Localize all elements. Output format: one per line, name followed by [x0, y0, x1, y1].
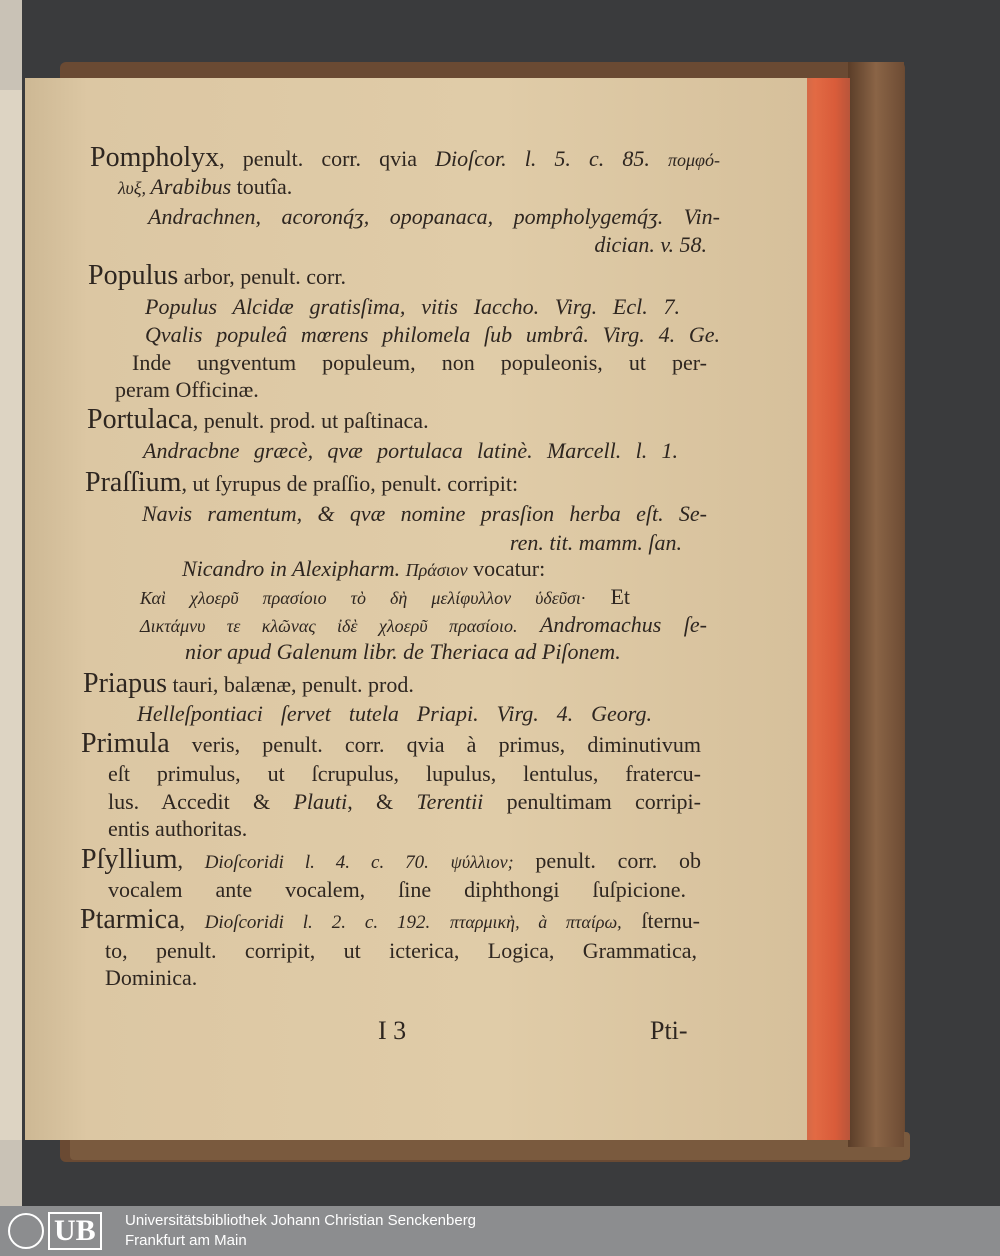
text-line: Inde ungventum populeum, non populeonis, ut per- — [132, 350, 707, 375]
quotation-line — [142, 503, 707, 525]
text-line: to, penult. corripit, ut icterica, Logica, Grammatica, — [105, 938, 697, 963]
text: , penult. corr. qvia — [219, 146, 436, 171]
library-footer — [0, 1206, 1000, 1256]
text: tauri, balænæ, penult. prod. — [167, 672, 414, 697]
greek-verse-line — [140, 614, 707, 636]
adjacent-page — [0, 90, 22, 1140]
text: Arabibus — [150, 174, 232, 199]
headword: Pſyllium — [81, 844, 178, 875]
text-line — [87, 406, 429, 434]
text: , penult. prod. ut paſtinaca. — [192, 408, 429, 433]
headword: Ptarmica — [80, 904, 180, 935]
text: vocatur: — [467, 556, 546, 581]
headword: Priapus — [83, 668, 167, 699]
quotation-line: Andrachnen, acoronq́ʒ, opopanaca, pompholygemq́ʒ. Vin- — [148, 204, 720, 229]
logo-text: UB — [48, 1212, 102, 1250]
greek-text: πομφό- — [668, 150, 721, 170]
text-line — [88, 262, 346, 290]
headword: Praſſium — [85, 467, 182, 498]
citation: Dioſcoridi l. 4. c. 70. — [204, 852, 429, 873]
seal-icon — [8, 1213, 44, 1249]
author-name: Terentii — [416, 789, 484, 814]
text-line: vocalem ante vocalem, ſine diphthongi ſuſpicione. — [108, 877, 686, 902]
text-line — [118, 176, 292, 198]
library-location: Frankfurt am Main — [125, 1232, 247, 1249]
text-line: peram Officinæ. — [115, 377, 259, 402]
greek-text: Δικτάμνυ τε κλῶνας ἰδὲ χλοερῦ πρασίοιο. — [140, 616, 518, 636]
quotation-line: dician. v. 58. — [594, 232, 707, 257]
text: Helleſpontiaci ſervet tutela Priapi. — [137, 701, 479, 726]
headword: Populus — [88, 260, 179, 291]
citation: Nicandro in Alexipharm. — [182, 556, 401, 581]
quotation-line — [137, 703, 652, 725]
text: lus. Accedit & — [108, 789, 294, 814]
text: Populus Alcidæ gratisſima, vitis Iaccho. — [145, 294, 540, 319]
greek-text: Πράσιον — [405, 560, 468, 580]
book-spine — [848, 62, 904, 1147]
quotation-line: Qvalis populeâ mœrens philomela ſub umbrâ. Virg. 4. Ge. — [145, 322, 720, 347]
citation: Virg. 4. Georg. — [496, 701, 653, 726]
red-page-edges — [800, 78, 850, 1140]
citation: Andromachus ſe- — [539, 612, 707, 637]
text: , & — [347, 789, 417, 814]
library-name: Universitätsbibliothek Johann Christian Senckenberg — [125, 1212, 477, 1229]
text: toutîa. — [231, 174, 293, 199]
text-line — [80, 906, 700, 934]
text: Andracbne græcè, qvæ portulaca latinè. — [143, 438, 533, 463]
catchword: Pti- — [650, 1016, 688, 1045]
greek-text: ψύλλιον; — [450, 852, 514, 872]
text: Se- — [678, 501, 707, 526]
text-line: Dominica. — [105, 965, 198, 990]
headword: Primula — [81, 728, 170, 759]
headword: Portulaca — [87, 404, 193, 435]
text: veris, penult. corr. qvia à primus, diminutivum — [169, 732, 701, 757]
greek-text: Καὶ χλοερῦ πρασίοιο τὸ δὴ μελίφυλλον ὑδεῦσι· — [140, 588, 586, 608]
text: ſternu- — [621, 908, 700, 933]
greek-text: λυξ, — [118, 178, 151, 198]
quotation-line — [145, 296, 680, 318]
text: penult. corr. ob — [513, 848, 701, 873]
text-line: eſt primulus, ut ſcrupulus, lupulus, lentulus, fratercu- — [108, 761, 701, 786]
citation: Dioſcor. l. 5. c. 85. — [435, 146, 650, 171]
text: penultimam corripi- — [483, 789, 701, 814]
author-name: Plauti — [293, 789, 348, 814]
text-line — [81, 846, 701, 874]
text-line — [83, 670, 414, 698]
text: Navis ramentum, & qvæ nomine prasſion herba eſt. — [142, 501, 664, 526]
text-line — [90, 144, 720, 172]
citation: Virg. Ecl. 7. — [554, 294, 681, 319]
text: , — [179, 908, 205, 933]
greek-text: πταρμικὴ, à πταίρω, — [449, 912, 622, 932]
citation: Marcell. l. 1. — [546, 438, 679, 463]
text-line: entis authoritas. — [108, 816, 248, 841]
quotation-line — [143, 440, 678, 462]
text: , ut ſyrupus de praſſio, penult. corripit: — [181, 471, 519, 496]
text: arbor, penult. corr. — [178, 264, 346, 289]
text: Et — [610, 584, 630, 609]
text-line — [108, 791, 701, 813]
signature-mark: I 3 — [378, 1016, 407, 1045]
text-line — [81, 730, 701, 758]
citation: Dioſcoridi l. 2. c. 192. — [204, 912, 431, 933]
greek-verse-line — [140, 586, 630, 608]
text: , — [177, 848, 205, 873]
quotation-line: nior apud Galenum libr. de Theriaca ad Piſonem. — [185, 639, 621, 664]
quotation-line: ren. tit. mamm. ſan. — [509, 530, 682, 555]
text-line — [182, 558, 545, 580]
book-page — [25, 78, 807, 1140]
headword: Pompholyx — [90, 142, 220, 173]
library-logo — [8, 1211, 116, 1251]
text-line — [85, 469, 518, 497]
